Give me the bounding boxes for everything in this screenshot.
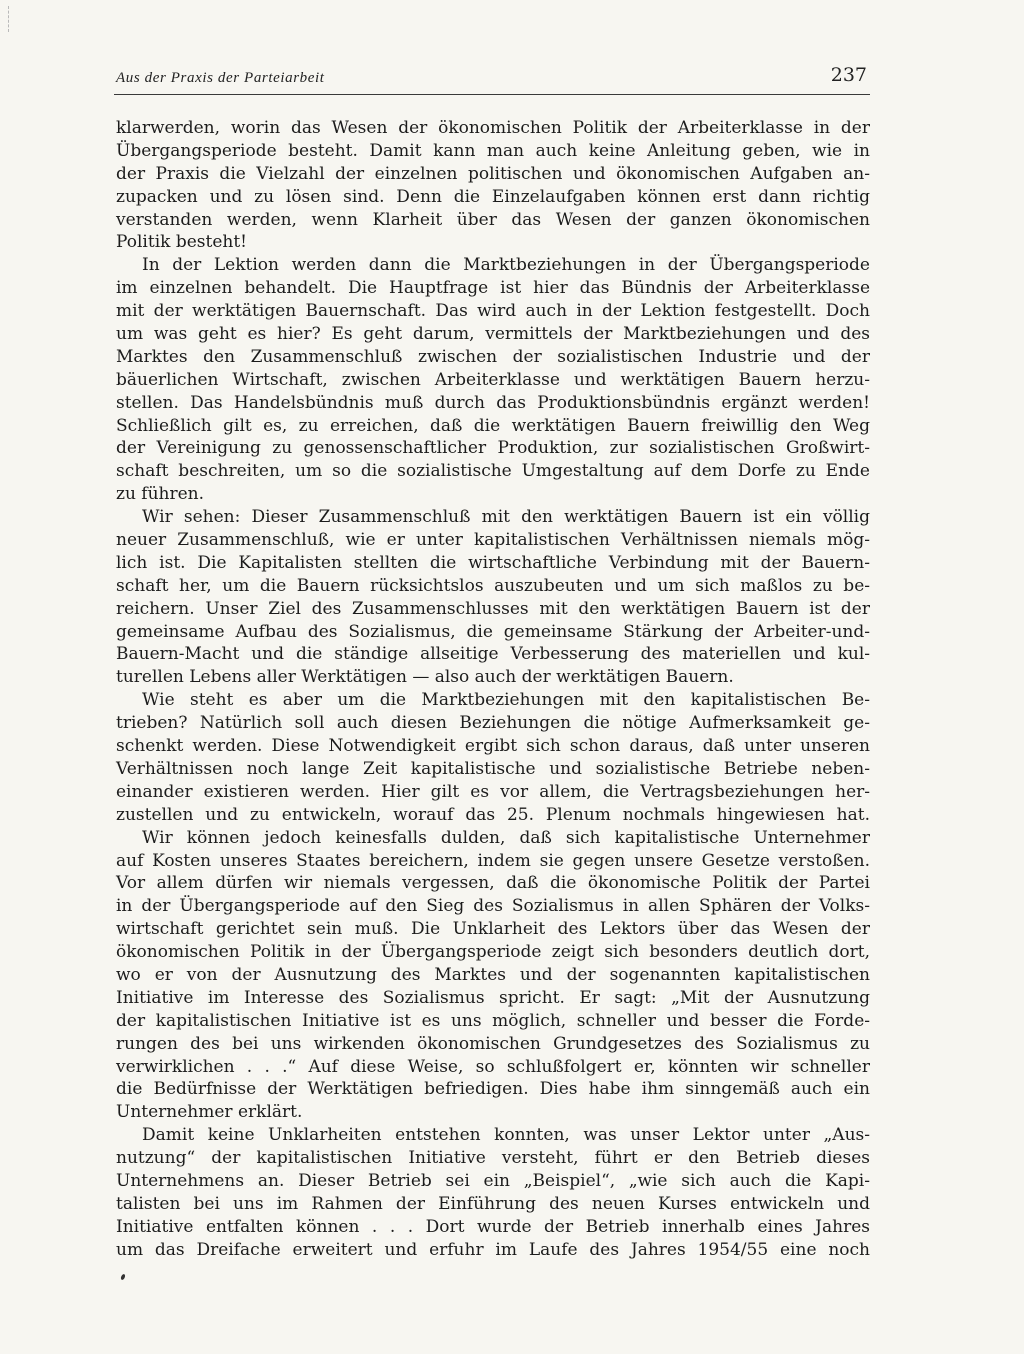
text-line: Initiative entfalten können . . . Dort wurde der Betrieb innerhalb eines Jahres — [116, 1216, 870, 1237]
text-line: schaft beschreiten, um so die sozialistische Umgestaltung auf dem Dorfe zu Ende — [116, 461, 870, 482]
text-line: Marktes den Zusammenschluß zwischen der sozialistischen Industrie und der — [116, 346, 870, 367]
text-line: zupacken und zu lösen sind. Denn die Einzelaufgaben können erst dann richtig — [116, 186, 870, 207]
text-line: Unternehmens an. Dieser Betrieb sei ein „Beispiel“, „wie sich auch die Kapi- — [116, 1170, 870, 1191]
text-line: der kapitalistischen Initiative ist es uns möglich, schneller und besser die Forde- — [116, 1010, 870, 1031]
text-line: turellen Lebens aller Werktätigen — also auch der werktätigen Bauern. — [116, 667, 734, 688]
text-line: Wir sehen: Dieser Zusammenschluß mit den werktätigen Bauern ist ein völlig — [142, 507, 870, 528]
text-line: um was geht es hier? Es geht darum, vermittels der Marktbeziehungen und des — [116, 324, 870, 345]
text-line: In der Lektion werden dann die Marktbeziehungen in der Übergangsperiode — [142, 255, 870, 276]
text-line: zustellen und zu entwickeln, worauf das 25. Plenum nochmals hingewiesen hat. — [116, 804, 870, 825]
text-line: trieben? Natürlich soll auch diesen Beziehungen die nötige Aufmerksamkeit ge- — [116, 713, 870, 734]
text-line: klarwerden, worin das Wesen der ökonomischen Politik der Arbeiterklasse in der — [116, 118, 870, 138]
text-line: Politik besteht! — [116, 232, 248, 253]
text-line: Bauern-Macht und die ständige allseitige Verbesserung des materiellen und kul- — [116, 644, 870, 665]
text-line: in der Übergangsperiode auf den Sieg des Sozialismus in allen Sphären der Volks- — [116, 896, 870, 917]
body-text — [116, 117, 870, 1262]
text-line: Unternehmer erklärt. — [116, 1102, 303, 1123]
header-rule — [114, 94, 870, 95]
scan-margin-mark — [8, 6, 11, 32]
text-line: talisten bei uns im Rahmen der Einführung des neuen Kurses entwickeln und — [116, 1193, 870, 1214]
text-line: zu führen. — [116, 484, 205, 505]
page-number: 237 — [830, 64, 867, 86]
text-line: lich ist. Die Kapitalisten stellten die wirtschaftliche Verbindung mit der Bauern- — [116, 552, 870, 573]
running-head: Aus der Praxis der Parteiarbeit — [116, 70, 325, 86]
text-line: der Praxis die Vielzahl der einzelnen politischen und ökonomischen Aufgaben an- — [116, 163, 870, 184]
text-line: wo er von der Ausnutzung des Marktes und der sogenannten kapitalistischen — [116, 964, 870, 985]
text-line: Verhältnissen noch lange Zeit kapitalistische und sozialistische Betriebe neben- — [116, 758, 870, 779]
text-line: der Vereinigung zu genossenschaftlicher Produktion, zur sozialistischen Großwirt- — [116, 438, 870, 459]
text-line: bäuerlichen Wirtschaft, zwischen Arbeiterklasse und werktätigen Bauern herzu- — [116, 369, 870, 390]
text-line: rungen des bei uns wirkenden ökonomischen Grundgesetzes des Sozialismus zu — [116, 1033, 870, 1054]
text-line: um das Dreifache erweitert und erfuhr im Laufe des Jahres 1954/55 eine noch — [116, 1239, 870, 1260]
text-line: stellen. Das Handelsbündnis muß durch das Produktionsbündnis ergänzt werden! — [116, 392, 870, 413]
text-line: Übergangsperiode besteht. Damit kann man auch keine Anleitung geben, wie in — [116, 140, 870, 161]
text-line: mit der werktätigen Bauernschaft. Das wird auch in der Lektion festgestellt. Doch — [116, 301, 870, 322]
text-line: schenkt werden. Diese Notwendigkeit ergibt sich schon daraus, daß unter unseren — [116, 736, 870, 757]
text-line: im einzelnen behandelt. Die Hauptfrage ist hier das Bündnis der Arbeiterklasse — [116, 278, 870, 299]
text-line: neuer Zusammenschluß, wie er unter kapitalistischen Verhältnissen niemals mög- — [116, 530, 870, 551]
text-line: Vor allem dürfen wir niemals vergessen, daß die ökonomische Politik der Partei — [116, 873, 870, 894]
text-line: verwirklichen . . .“ Auf diese Weise, so schlußfolgert er, könnten wir schneller — [116, 1056, 870, 1077]
text-line: Damit keine Unklarheiten entstehen konnten, was unser Lektor unter „Aus- — [142, 1125, 870, 1146]
text-line: ökonomischen Politik in der Übergangsperiode zeigt sich besonders deutlich dort, — [116, 942, 870, 963]
text-line: wirtschaft gerichtet sein muß. Die Unklarheit des Lektors über das Wesen der — [116, 919, 870, 940]
text-line: Wir können jedoch keinesfalls dulden, daß sich kapitalistische Unternehmer — [142, 827, 870, 848]
text-line: Schließlich gilt es, zu erreichen, daß die werktätigen Bauern freiwillig den Weg — [116, 415, 870, 436]
text-line: gemeinsame Aufbau des Sozialismus, die gemeinsame Stärkung der Arbeiter-und- — [116, 621, 870, 642]
text-line: auf Kosten unseres Staates bereichern, indem sie gegen unsere Gesetze verstoßen. — [116, 850, 870, 871]
text-line: schaft her, um die Bauern rücksichtslos auszubeuten und um sich maßlos zu be- — [116, 575, 870, 596]
text-line: nutzung“ der kapitalistischen Initiative versteht, führt er den Betrieb dieses — [116, 1148, 870, 1169]
text-line: Initiative im Interesse des Sozialismus spricht. Er sagt: „Mit der Ausnutzung — [116, 987, 870, 1008]
ink-speck — [120, 1274, 126, 1281]
text-line: die Bedürfnisse der Werktätigen befriedigen. Dies habe ihm sinngemäß auch ein — [116, 1079, 870, 1100]
text-line: einander existieren werden. Hier gilt es vor allem, die Vertragsbeziehungen her- — [116, 781, 870, 802]
text-line: verstanden werden, wenn Klarheit über das Wesen der ganzen ökonomischen — [116, 209, 870, 230]
text-line: reichern. Unser Ziel des Zusammenschlusses mit den werktätigen Bauern ist der — [116, 598, 870, 619]
text-line: Wie steht es aber um die Marktbeziehungen mit den kapitalistischen Be- — [142, 690, 870, 711]
